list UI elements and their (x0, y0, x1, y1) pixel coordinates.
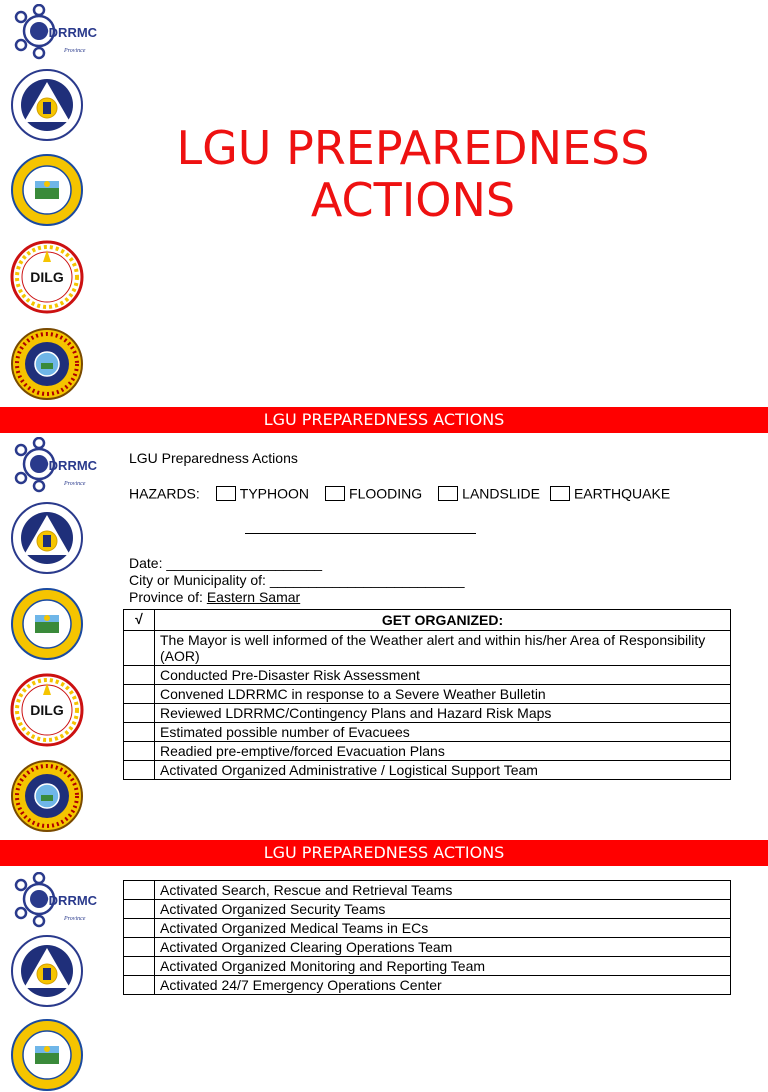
table-row (124, 919, 731, 938)
row-text: Conducted Pre-Disaster Risk Assessment (155, 666, 731, 685)
row-checkbox[interactable] (124, 881, 155, 900)
pdrrmc-logo (10, 437, 100, 493)
table-row (124, 761, 731, 780)
table-row (124, 723, 731, 742)
eastern-samar-seal-logo (10, 1018, 84, 1092)
table-row (124, 938, 731, 957)
table-row (124, 704, 731, 723)
hazard-landslide-label: LANDSLIDE (462, 485, 540, 502)
province-value: Eastern Samar (206, 589, 301, 605)
signature-line (245, 533, 476, 534)
eastern-samar-seal-logo (10, 587, 84, 661)
actions-table-continued (123, 880, 731, 995)
eastern-samar-seal-logo (10, 153, 84, 227)
lgu-seal-logo (10, 327, 84, 401)
row-checkbox[interactable] (124, 704, 155, 723)
table-row (124, 666, 731, 685)
pdrrmc-logo-text: PDRRMC (40, 893, 98, 908)
table-row (124, 742, 731, 761)
pdrrmc-logo (10, 872, 100, 928)
row-text: Readied pre-emptive/forced Evacuation Plans (155, 742, 731, 761)
form-heading: LGU Preparedness Actions (129, 450, 298, 466)
hazard-flooding-label: FLOODING (349, 485, 423, 502)
hazard-earthquake-label: EARTHQUAKE (573, 485, 671, 502)
province-field (129, 589, 300, 605)
table-row (124, 957, 731, 976)
row-checkbox[interactable] (124, 900, 155, 919)
table-header-row (124, 610, 731, 631)
lgu-seal-logo (10, 759, 84, 833)
row-text: Estimated possible number of Evacuees (155, 723, 731, 742)
row-text: The Mayor is well informed of the Weather alert and within his/her Area of Responsibility (AOR) (155, 631, 731, 666)
row-text: Reviewed LDRRMC/Contingency Plans and Hazard Risk Maps (155, 704, 731, 723)
row-text: Convened LDRRMC in response to a Severe Weather Bulletin (155, 685, 731, 704)
row-text: Activated 24/7 Emergency Operations Center (155, 976, 731, 995)
dilg-logo-text: DILG (30, 269, 64, 285)
typhoon-checkbox[interactable] (216, 486, 236, 501)
row-checkbox[interactable] (124, 666, 155, 685)
section-banner: LGU PREPAREDNESS ACTIONS (0, 840, 768, 866)
slide-title-line2: ACTIONS (310, 173, 516, 227)
earthquake-checkbox[interactable] (550, 486, 570, 501)
dilg-logo-text: DILG (30, 702, 64, 718)
row-checkbox[interactable] (124, 631, 155, 666)
row-text: Activated Organized Security Teams (155, 900, 731, 919)
dilg-seal-logo (10, 673, 84, 747)
row-checkbox[interactable] (124, 685, 155, 704)
pdrrmc-logo-sub: Province (64, 916, 86, 922)
row-text: Activated Organized Administrative / Logistical Support Team (155, 761, 731, 780)
row-checkbox[interactable] (124, 938, 155, 957)
dilg-seal-logo (10, 240, 84, 314)
city-field[interactable]: City or Municipality of: _________________________ (129, 572, 465, 588)
row-text: Activated Organized Clearing Operations Team (155, 938, 731, 957)
row-text: Activated Organized Medical Teams in ECs (155, 919, 731, 938)
landslide-checkbox[interactable] (438, 486, 458, 501)
flooding-checkbox[interactable] (325, 486, 345, 501)
pdrrmc-logo-text: PDRRMC (40, 25, 98, 40)
row-checkbox[interactable] (124, 976, 155, 995)
table-row (124, 976, 731, 995)
row-checkbox[interactable] (124, 957, 155, 976)
province-label: Province of: (129, 589, 207, 605)
hazard-typhoon-label: TYPHOON (239, 485, 310, 502)
pdrrmc-logo-text: PDRRMC (40, 458, 98, 473)
check-column-header: √ (124, 610, 155, 631)
pdrrmc-logo (10, 4, 100, 60)
table-row (124, 631, 731, 666)
ocd-seal-logo (10, 501, 84, 575)
row-text: Activated Organized Monitoring and Reporting Team (155, 957, 731, 976)
slide-title (100, 122, 726, 226)
table-row (124, 900, 731, 919)
table-row (124, 685, 731, 704)
pdrrmc-logo-sub: Province (64, 48, 86, 54)
table-row (124, 881, 731, 900)
hazards-row (129, 484, 670, 501)
ocd-seal-logo (10, 68, 84, 142)
row-checkbox[interactable] (124, 919, 155, 938)
slide-title-line1: LGU PREPAREDNESS (176, 121, 650, 175)
row-checkbox[interactable] (124, 761, 155, 780)
pdrrmc-logo-sub: Province (64, 481, 86, 487)
date-field[interactable]: Date: ____________________ (129, 555, 323, 571)
section-banner: LGU PREPAREDNESS ACTIONS (0, 407, 768, 433)
get-organized-header: GET ORGANIZED: (155, 610, 731, 631)
row-text: Activated Search, Rescue and Retrieval Teams (155, 881, 731, 900)
get-organized-table (123, 609, 731, 780)
row-checkbox[interactable] (124, 742, 155, 761)
row-checkbox[interactable] (124, 723, 155, 742)
ocd-seal-logo (10, 934, 84, 1008)
hazards-label: HAZARDS: (129, 485, 200, 502)
